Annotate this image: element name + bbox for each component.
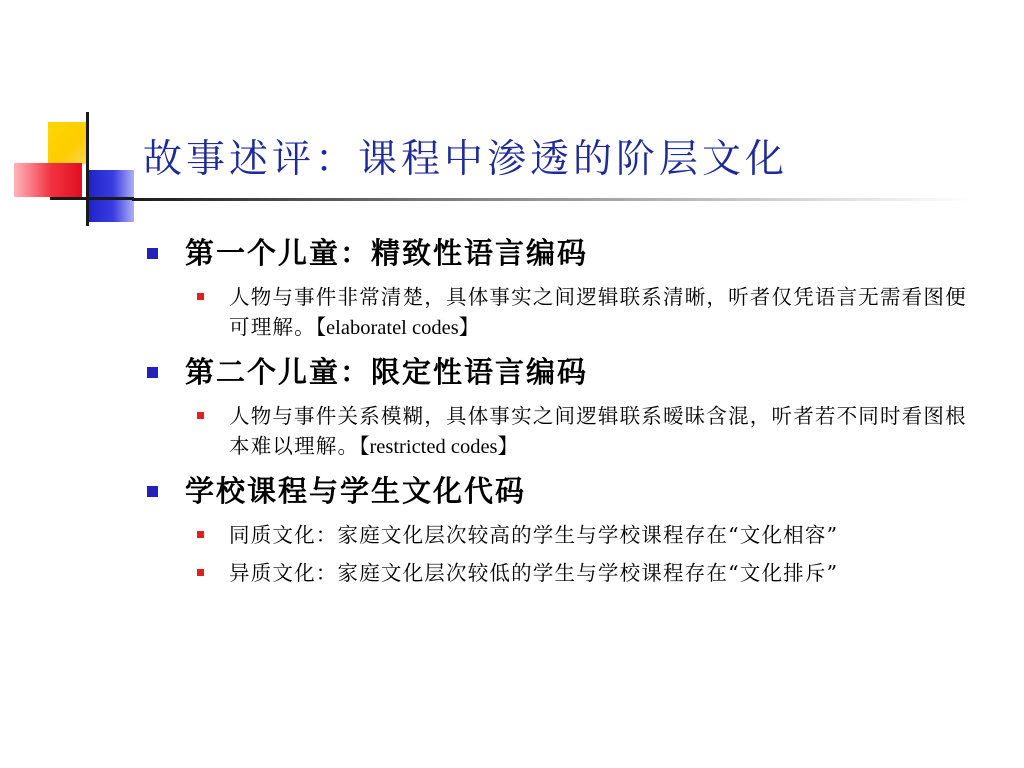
section-heading-text: 学校课程与学生文化代码 xyxy=(185,474,527,508)
sub-item-code: 【elaboratel codes】 xyxy=(315,317,480,339)
sub-item xyxy=(229,558,975,588)
sub-item-text: 人物与事件关系模糊，具体事实之间逻辑联系暧昧含混，听者若不同时看图根本难以理解。 xyxy=(229,404,967,458)
sub-item xyxy=(229,401,975,462)
logo-blue-square xyxy=(88,170,134,222)
logo-vertical-line xyxy=(86,112,89,226)
section-heading xyxy=(145,232,975,274)
square-bullet-icon xyxy=(147,367,158,378)
square-bullet-icon xyxy=(197,412,204,419)
title-underline xyxy=(132,198,972,201)
square-bullet-icon xyxy=(147,248,158,259)
slide-title: 故事述评：课程中渗透的阶层文化 xyxy=(143,137,789,182)
slide-body xyxy=(145,232,975,596)
square-bullet-icon xyxy=(197,569,204,576)
sub-item xyxy=(229,520,975,550)
section-heading xyxy=(145,351,975,393)
square-bullet-icon xyxy=(147,486,158,497)
sub-item-text: 人物与事件非常清楚，具体事实之间逻辑联系清晰，听者仅凭语言无需看图便可理解。 xyxy=(229,285,967,339)
sub-item-code: 【restricted codes】 xyxy=(359,436,519,458)
section-heading xyxy=(145,470,975,512)
square-bullet-icon xyxy=(197,531,204,538)
sub-item-text: 同质文化：家庭文化层次较高的学生与学校课程存在“文化相容” xyxy=(229,523,839,547)
sub-item-text: 异质文化：家庭文化层次较低的学生与学校课程存在“文化排斥” xyxy=(229,561,839,585)
section-heading-text: 第二个儿童：限定性语言编码 xyxy=(185,355,589,389)
logo-horizontal-line xyxy=(50,197,134,200)
section-heading-text: 第一个儿童：精致性语言编码 xyxy=(185,236,589,270)
logo-yellow-square xyxy=(48,122,88,164)
sub-item xyxy=(229,282,975,343)
logo-red-square xyxy=(14,163,82,197)
square-bullet-icon xyxy=(197,293,204,300)
